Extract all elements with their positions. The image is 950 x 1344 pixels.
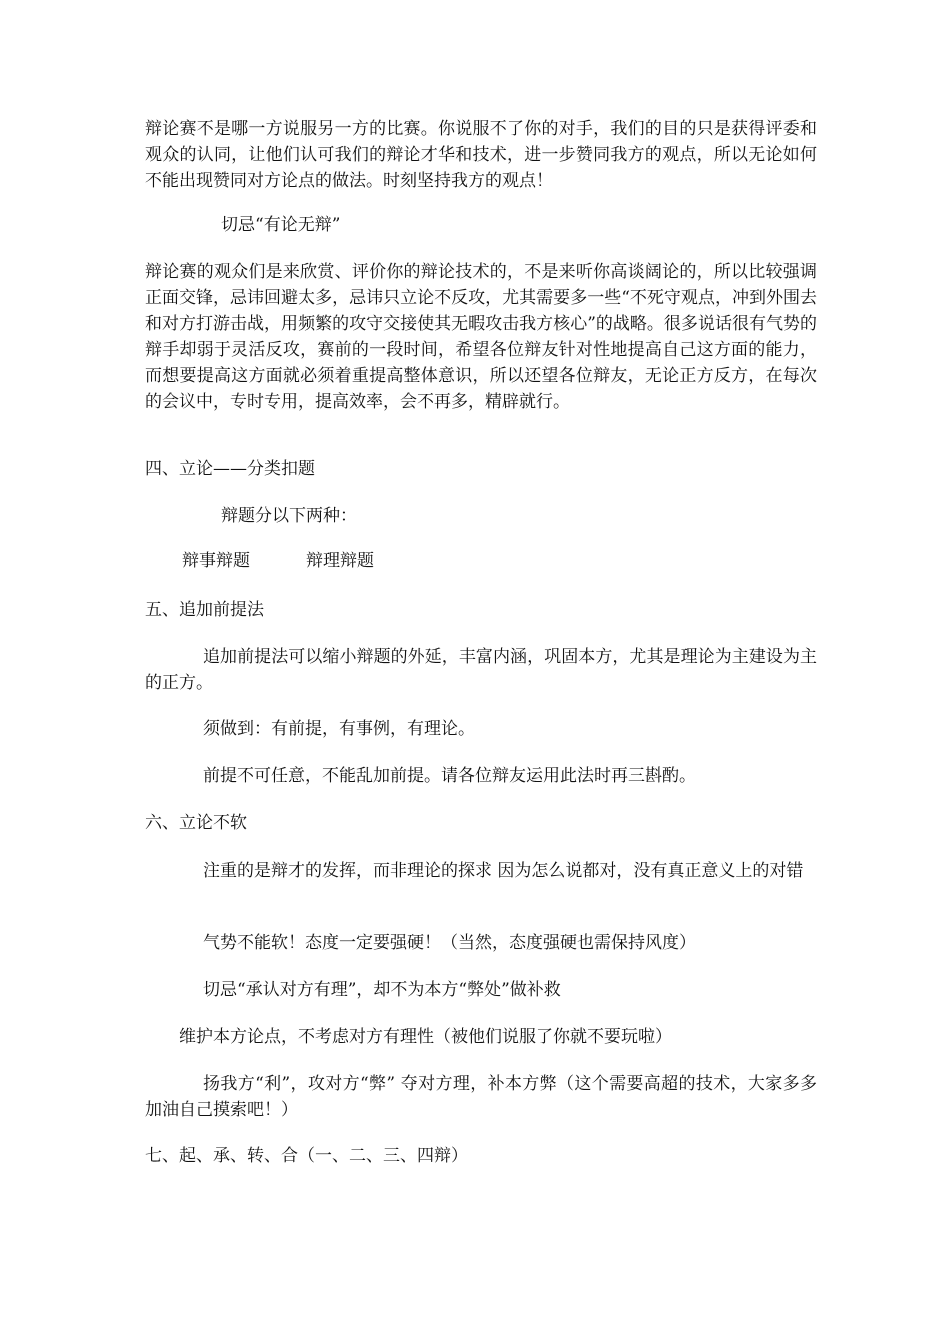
paragraph-audience: 辩论赛的观众们是来欣赏、评价你的辩论技术的，不是来听你高谈阔论的，所以比较强调正面交锋，忌讳回避太多，忌讳只立论不反攻，尤其需要多一些“不死守观点，冲到外围去和对方打游击战，用频繁的攻守交接使其无暇攻击我方核心”的战略。很多说话很有气势的辩手却弱于灵活反攻，赛前的一段时间，希望各位辩友针对性地提高自己这方面的能力，而想要提高这方面就必须着重提高整体意识，所以还望各位辩友，无论正方反方，在每次的会议中，专时专用，提高效率，会不再多，精辟就行。: [145, 262, 817, 412]
paragraph-defend-point: 维护本方论点，不考虑对方有理性（被他们说服了你就不要玩啦）: [179, 1027, 672, 1047]
paragraph-intro: 辩论赛不是哪一方说服另一方的比赛。你说服不了你的对手，我们的目的只是获得评委和观众的认同，让他们认可我们的辩论才华和技术，进一步赞同我方的观点，所以无论如何不能出现赞同对方论点的做法。时刻坚持我方的观点！: [145, 119, 817, 191]
paragraph-must-do: 须做到：有前提，有事例，有理论。: [203, 719, 475, 739]
paragraph-advantage: 扬我方“利”，攻对方“弊” 夺对方理，补本方弊（这个需要高超的技术，大家多多加油自己摸索吧！）: [145, 1074, 817, 1120]
paragraph-premise-caution: 前提不可任意，不能乱加前提。请各位辩友运用此法时再三斟酌。: [203, 766, 696, 786]
paragraph-premise: 追加前提法可以缩小辩题的外延，丰富内涵，巩固本方，尤其是理论为主建设为主的正方。: [145, 647, 817, 693]
heading-section-7: 七、起、承、转、合（一、二、三、四辩）: [145, 1146, 468, 1166]
paragraph-eloquence: 注重的是辩才的发挥，而非理论的探求 因为怎么说都对，没有真正意义上的对错: [203, 861, 804, 881]
paragraph-topic-types: 辩题分以下两种：: [221, 506, 357, 526]
heading-section-6: 六、立论不软: [145, 813, 247, 833]
paragraph-momentum: 气势不能软！态度一定要强硬！（当然，态度强硬也需保持风度）: [203, 933, 696, 953]
topic-type-reason: 辩理辩题: [306, 551, 374, 571]
topic-type-fact: 辩事辩题: [182, 551, 250, 571]
paragraph-avoid-conceding: 切忌“承认对方有理”，却不为本方“弊处”做补救: [203, 980, 561, 1000]
heading-section-4: 四、立论——分类扣题: [145, 459, 315, 479]
heading-section-5: 五、追加前提法: [145, 600, 264, 620]
subheading-avoid: 切忌“有论无辩”: [221, 215, 341, 235]
